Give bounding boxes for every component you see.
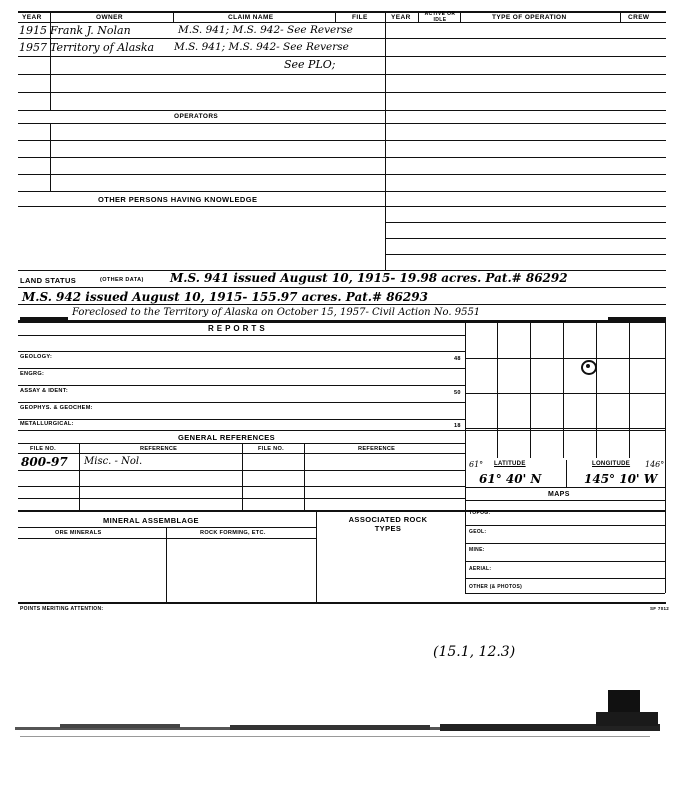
latitude-label: LATITUDE	[494, 461, 526, 467]
ref-header-reference-2: REFERENCE	[358, 446, 396, 452]
maps-other: OTHER (& PHOTOS)	[469, 584, 523, 590]
land-status-line2: M.S. 942 issued August 10, 1915- 155.97 acres. Pat.# 86293	[22, 290, 428, 304]
reports-title: R E P O R T S	[208, 324, 266, 333]
row1-year: 1915	[19, 24, 47, 37]
longitude-value: 145° 10' W	[584, 472, 658, 486]
report-metallurgical-num: 18	[454, 423, 461, 429]
maps-aerial: AERIAL:	[469, 566, 492, 572]
ref-header-file-no: FILE NO.	[30, 446, 57, 452]
report-metallurgical: METALLURGICAL:	[20, 421, 74, 427]
header-active-idle: ACTIVE OR IDLE	[424, 11, 456, 23]
header-year-2: YEAR	[391, 14, 411, 21]
ref-header-reference: REFERENCE	[140, 446, 178, 452]
row2-claim: M.S. 941; M.S. 942- See Reverse	[174, 41, 349, 53]
longitude-degree: 146°	[645, 460, 665, 469]
header-claim-name: CLAIM NAME	[228, 14, 274, 21]
header-crew: CREW	[628, 14, 650, 21]
maps-mine: MINE:	[469, 547, 485, 553]
maps-label: MAPS	[548, 491, 570, 498]
row1-claim: M.S. 941; M.S. 942- See Reverse	[178, 24, 353, 36]
ref-entry-file: 800-97	[21, 455, 68, 469]
latitude-value: 61° 40' N	[479, 472, 542, 486]
header-type-of-operation: TYPE OF OPERATION	[492, 14, 567, 21]
coordinate-note: (15.1, 12.3)	[433, 644, 516, 660]
associated-rock-types: ASSOCIATED ROCK TYPES	[348, 515, 428, 533]
report-geology: GEOLOGY:	[20, 354, 53, 360]
report-assay: ASSAY & IDENT:	[20, 388, 69, 394]
row1-owner: Frank J. Nolan	[50, 24, 131, 37]
header-file: FILE	[352, 14, 368, 21]
row2-year: 1957	[19, 41, 47, 54]
report-geology-num: 48	[454, 356, 461, 362]
mineral-col-ore: ORE MINERALS	[55, 530, 102, 536]
row2-owner: Territory of Alaska	[50, 41, 155, 54]
points-meriting-attention: POINTS MERITING ATTENTION:	[20, 606, 104, 612]
land-status-line3: Foreclosed to the Territory of Alaska on October 15, 1957- Civil Action No. 9551	[72, 307, 481, 318]
land-status-label: LAND STATUS	[20, 276, 77, 285]
ref-entry-reference: Misc. - Nol.	[84, 456, 143, 467]
latitude-degree: 61°	[469, 460, 484, 469]
general-references-title: GENERAL REFERENCES	[178, 433, 276, 442]
report-engrg: ENGRG:	[20, 371, 45, 377]
operators-label: OPERATORS	[174, 113, 219, 120]
form-code: SF 7012	[650, 606, 670, 611]
report-geophys: GEOPHYS. & GEOCHEM:	[20, 405, 93, 411]
land-status-line1: M.S. 941 issued August 10, 1915- 19.98 acres. Pat.# 86292	[170, 271, 568, 285]
mineral-title: MINERAL ASSEMBLAGE	[103, 516, 199, 525]
report-assay-num: 50	[454, 390, 461, 396]
land-status-sublabel: (OTHER DATA)	[100, 277, 144, 283]
maps-geol: GEOL:	[469, 529, 487, 535]
maps-topog: TOPOG:	[469, 510, 491, 516]
header-year: YEAR	[22, 14, 42, 21]
claim-note: See PLO;	[284, 58, 336, 71]
header-owner: OWNER	[96, 14, 123, 21]
other-persons-label: OTHER PERSONS HAVING KNOWLEDGE	[98, 195, 258, 204]
ref-header-file-no-2: FILE NO.	[258, 446, 285, 452]
longitude-label: LONGITUDE	[592, 461, 631, 467]
mineral-col-rock: ROCK FORMING, ETC.	[200, 530, 266, 536]
